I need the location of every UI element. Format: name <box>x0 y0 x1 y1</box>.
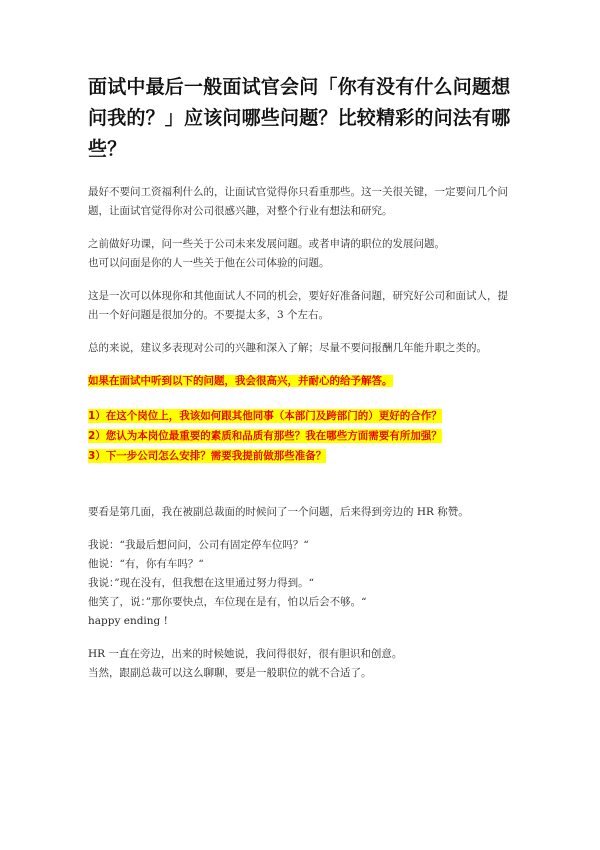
highlight-intro <box>88 372 528 391</box>
text-line: 题，让面试官觉得你对公司很感兴趣，对整个行业有想法和研究。 <box>88 205 393 217</box>
text-line: 当然，跟副总裁可以这么聊聊，要是一般职位的就不合适了。 <box>88 667 372 679</box>
text-line: 也可以问面是你的人一些关于他在公司体验的问题。 <box>88 257 330 269</box>
list-item <box>88 405 528 425</box>
text-line: 最好不要问工资福利什么的，让面试官觉得你只看重那些。这一关很关键，一定要问几个问 <box>88 186 508 198</box>
dialog-line: 他说：“有，你有车吗？“ <box>88 558 204 570</box>
text-line: 总的来说，建议多表现对公司的兴趣和深入了解；尽量不要问报酬几年能升职之类的。 <box>88 342 487 354</box>
paragraph-1 <box>88 183 528 221</box>
page-title: 面试中最后一般面试官会问「你有没有什么问题想问我的？」应该问哪些问题？比较精彩的问法有哪些？ <box>88 76 511 160</box>
question-text: 2）您认为本岗位最重要的素质和品质有那些？我在哪些方面需要有所加强？ <box>88 430 442 442</box>
paragraph-2 <box>88 235 528 273</box>
question-text: 3）下一步公司怎么安排？需要我提前做那些准备？ <box>88 450 327 462</box>
story-ending <box>88 645 528 683</box>
text-line: HR 一直在旁边，出来的时候她说，我问得很好，很有胆识和创意。 <box>88 648 403 660</box>
spacer <box>88 479 528 503</box>
dialog-line: 我说：“我最后想问问，公司有固定停车位吗？“ <box>88 539 309 551</box>
story-dialog <box>88 536 528 631</box>
paragraph-4 <box>88 339 528 358</box>
text-line: 出一个好问题是很加分的。不要提太多，3 个左右。 <box>88 309 330 321</box>
question-text: 1）在这个岗位上，我该如何跟其他同事（本部门及跨部门的）更好的合作？ <box>88 410 442 422</box>
document-page <box>88 72 528 697</box>
list-item <box>88 425 528 445</box>
story-intro <box>88 503 528 522</box>
dialog-line: happy ending ! <box>88 615 168 627</box>
dialog-line: 他笑了，说：”那你要快点，车位现在是有，怕以后会不够。“ <box>88 596 367 608</box>
text-line: 这是一次可以体现你和其他面试人不同的机会，要好好准备问题，研究好公司和面试人，提 <box>88 290 508 302</box>
paragraph-3 <box>88 287 528 325</box>
highlighted-text: 如果在面试中听到以下的问题，我会很高兴，并耐心的给予解答。 <box>88 375 393 387</box>
text-line: 之前做好功课，问一些关于公司未来发展问题。或者申请的职位的发展问题。 <box>88 238 445 250</box>
text-line: 要看是第几面，我在被副总裁面的时候问了一个问题，后来得到旁边的 HR 称赞。 <box>88 506 469 518</box>
list-item <box>88 445 528 465</box>
question-list <box>88 405 528 465</box>
dialog-line: 我说：”现在没有，但我想在这里通过努力得到。“ <box>88 577 314 589</box>
